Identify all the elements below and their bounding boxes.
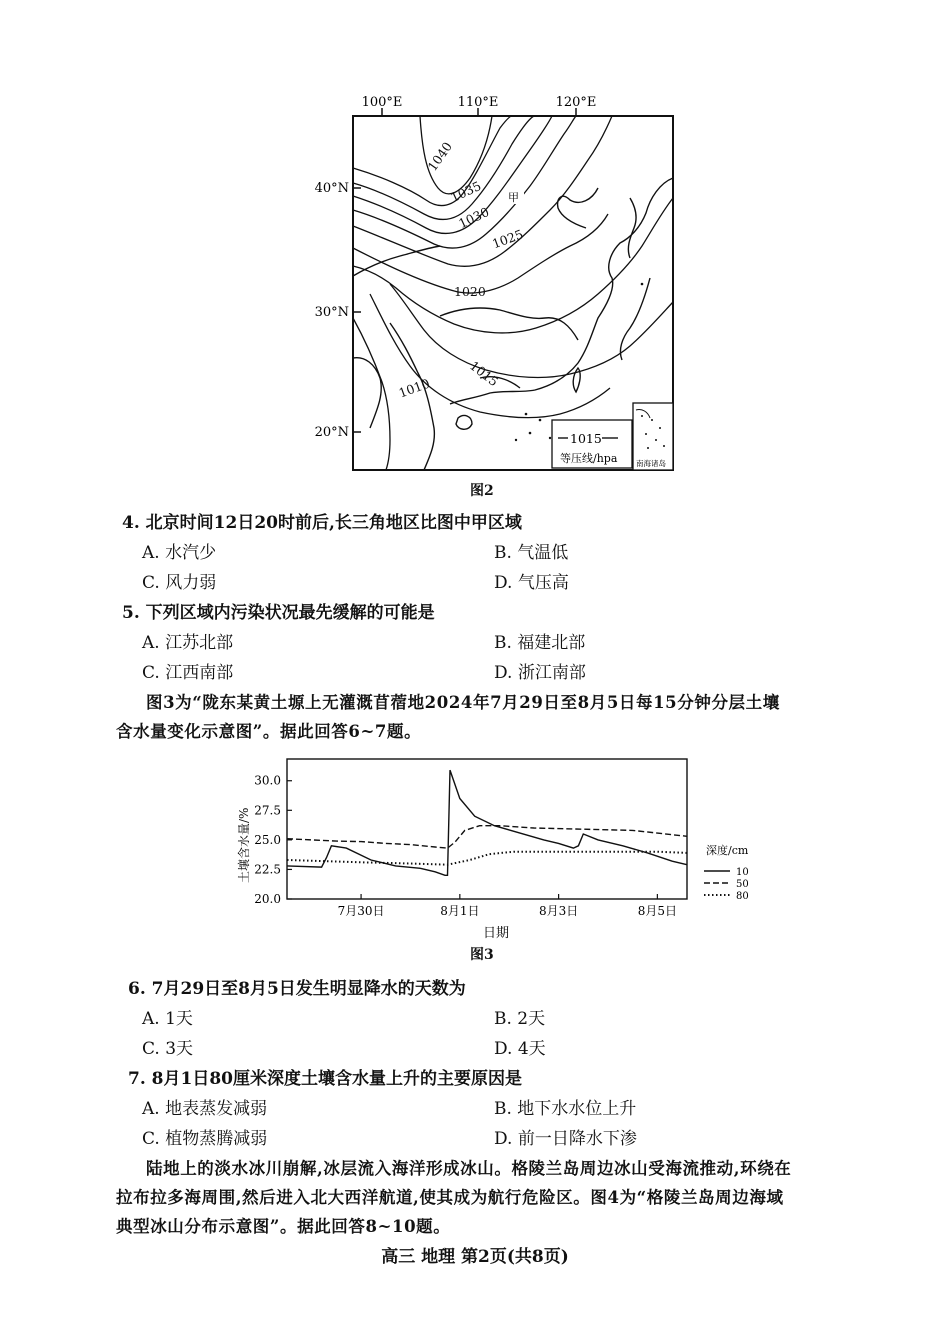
plot-frame xyxy=(287,759,687,899)
legend-label-10: 10 xyxy=(736,867,749,878)
isobar-label-1035: 1035 xyxy=(448,178,484,206)
lon-label-120: 120°E xyxy=(555,95,597,110)
isobar-label-1020: 1020 xyxy=(454,284,486,299)
question-6-option-c[interactable]: C. 3天 xyxy=(142,1039,194,1059)
isobar-label-1025: 1025 xyxy=(490,226,526,252)
series-line-50 xyxy=(287,826,687,848)
question-5-stem: 5. 下列区域内污染状况最先缓解的可能是 xyxy=(122,603,435,623)
intro-8-10-line-2: 拉布拉多海周围,然后进入北大西洋航道,使其成为航行危险区。图4为“格陵兰岛周边海域 xyxy=(116,1188,784,1207)
question-5-option-c[interactable]: C. 江西南部 xyxy=(142,663,234,683)
isobar-label-1040: 1040 xyxy=(424,139,456,174)
legend-label-50: 50 xyxy=(736,879,749,890)
isobar-label-1030: 1030 xyxy=(456,204,492,232)
y-tick-label-4: 30.0 xyxy=(254,773,281,788)
y-tick-label-0: 20.0 xyxy=(254,892,281,906)
intro-8-10-line-1: 陆地上的淡水冰川崩解,冰层流入海洋形成冰山。格陵兰岛周边冰山受海流推动,环绕在 xyxy=(146,1159,792,1178)
figure-3-caption: 图3 xyxy=(470,947,494,963)
region-label-jia: 甲 xyxy=(508,191,519,204)
intro-8-10-line-3: 典型冰山分布示意图”。据此回答8~10题。 xyxy=(116,1217,451,1236)
series-line-80 xyxy=(287,852,687,865)
question-6-stem: 6. 7月29日至8月5日发生明显降水的天数为 xyxy=(128,979,466,999)
question-4-stem: 4. 北京时间12日20时前后,长三角地区比图中甲区域 xyxy=(122,513,522,533)
isobar-label-1015: 1015 xyxy=(467,357,502,390)
legend-title: 深度/cm xyxy=(706,844,749,857)
question-4-option-a[interactable]: A. 水汽少 xyxy=(142,543,217,563)
page-footer: 高三 地理 第2页(共8页) xyxy=(381,1247,569,1267)
figure-2-map xyxy=(314,88,680,478)
x-axis-label: 日期 xyxy=(482,926,510,941)
question-4-option-d[interactable]: D. 气压高 xyxy=(494,573,569,593)
figure-3-chart xyxy=(230,755,760,945)
lat-label-20: 20°N xyxy=(314,425,349,440)
question-7-option-b[interactable]: B. 地下水水位上升 xyxy=(494,1099,637,1119)
series-line-10 xyxy=(287,770,687,875)
figure-2-caption: 图2 xyxy=(470,483,494,499)
lat-label-40: 40°N xyxy=(314,181,349,196)
chart-svg xyxy=(230,755,760,945)
intro-6-7-line-1: 图3为“陇东某黄土塬上无灌溉苜蓿地2024年7月29日至8月5日每15分钟分层土壤 xyxy=(146,693,780,712)
question-6-option-d[interactable]: D. 4天 xyxy=(494,1039,546,1059)
question-7-option-a[interactable]: A. 地表蒸发减弱 xyxy=(142,1099,268,1119)
legend-text: 等压线/hpa xyxy=(560,452,618,465)
legend-label-80: 80 xyxy=(736,891,749,902)
question-4-option-b[interactable]: B. 气温低 xyxy=(494,543,569,563)
x-tick-label-0: 7月30日 xyxy=(337,904,385,918)
intro-6-7-line-2: 含水量变化示意图”。据此回答6~7题。 xyxy=(116,722,422,741)
question-4-option-c[interactable]: C. 风力弱 xyxy=(142,573,217,593)
question-7-stem: 7. 8月1日80厘米深度土壤含水量上升的主要原因是 xyxy=(128,1069,522,1089)
x-tick-label-2: 8月3日 xyxy=(538,904,579,918)
x-tick-label-1: 8月1日 xyxy=(440,904,480,918)
isobar-label-1010: 1010 xyxy=(396,375,432,401)
y-tick-label-3: 27.5 xyxy=(254,803,281,818)
legend-value: 1015 xyxy=(570,431,602,446)
question-7-option-c[interactable]: C. 植物蒸腾减弱 xyxy=(142,1129,268,1149)
inset-label: 南海诸岛 xyxy=(636,459,666,468)
question-7-option-d[interactable]: D. 前一日降水下渗 xyxy=(494,1129,637,1149)
lon-label-110: 110°E xyxy=(457,95,499,110)
question-5-option-a[interactable]: A. 江苏北部 xyxy=(142,633,234,653)
y-tick-label-1: 22.5 xyxy=(254,862,281,877)
lon-label-100: 100°E xyxy=(361,95,403,110)
lat-label-30: 30°N xyxy=(314,305,349,320)
x-tick-label-3: 8月5日 xyxy=(637,904,678,918)
question-6-option-a[interactable]: A. 1天 xyxy=(142,1009,193,1029)
map-svg xyxy=(314,88,680,478)
y-axis-label: 土壤含水量/% xyxy=(237,807,251,883)
question-5-option-b[interactable]: B. 福建北部 xyxy=(494,633,586,653)
y-tick-label-2: 25.0 xyxy=(254,832,281,847)
question-6-option-b[interactable]: B. 2天 xyxy=(494,1009,546,1029)
question-5-option-d[interactable]: D. 浙江南部 xyxy=(494,663,586,683)
